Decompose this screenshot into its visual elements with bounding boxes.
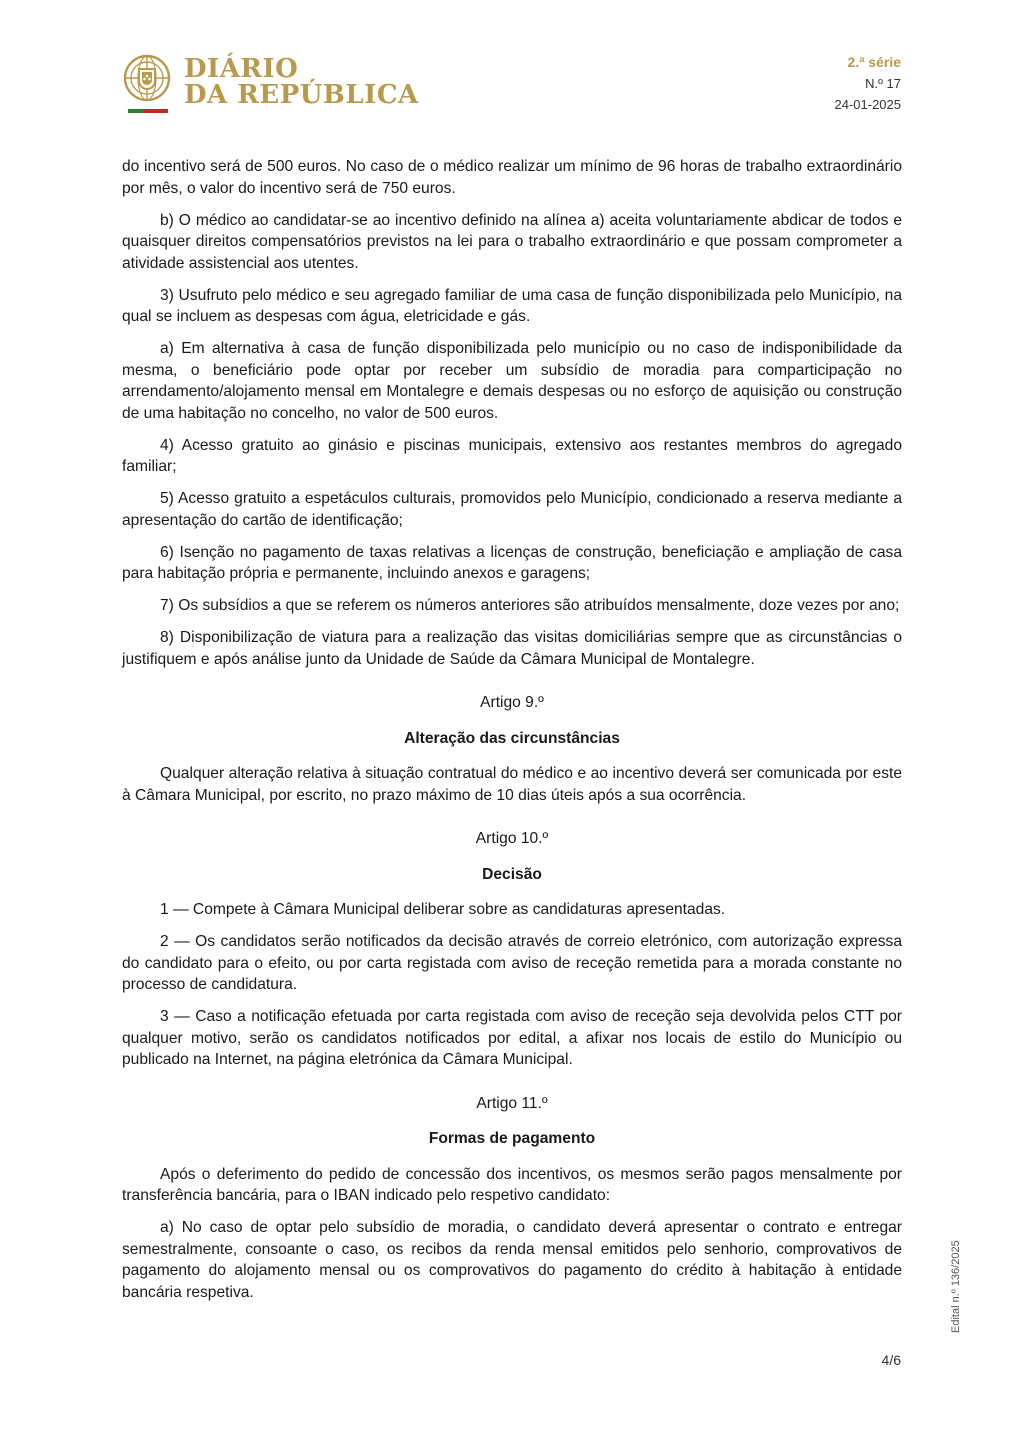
article-11-number: Artigo 11.º: [476, 1094, 548, 1112]
paragraph: 3 — Caso a notificação efetuada por carta registada com aviso de receção seja devolvida pelos CTT por qualquer motivo, serão os candidatos notificados por edital, a afixar nos locais de estilo do Município ou publicado na Internet, na página eletrónica da Câmara Municipal.: [122, 1008, 902, 1068]
document-body: [122, 156, 902, 1314]
paragraph: b) O médico ao candidatar-se ao incentivo definido na alínea a) aceita voluntariamente abdicar de todos e quaisquer direitos compensatórios previstos na lei para o trabalho extraordinário e que possam comprometer a atividade assistencial aos utentes.: [122, 211, 902, 272]
article-11-title: Formas de pagamento: [428, 1130, 596, 1147]
paragraph: 5) Acesso gratuito a espetáculos culturais, promovidos pelo Município, condicionado a reserva mediante a apresentação do cartão de identificação;: [122, 490, 902, 529]
paragraph: Após o deferimento do pedido de concessão dos incentivos, os mesmos serão pagos mensalmente por transferência bancária, para o IBAN indicado pelo respetivo candidato:: [122, 1165, 902, 1204]
issue-info: [835, 52, 902, 115]
issue-date: 24-01-2025: [834, 97, 901, 112]
logo-wordmark: [184, 56, 419, 108]
paragraph: 6) Isenção no pagamento de taxas relativas a licenças de construção, beneficiação e ampliação de casa para habitação própria e permanente, incluindo anexos e garagens;: [122, 543, 902, 582]
coat-of-arms-icon: [122, 54, 172, 106]
paragraph: Qualquer alteração relativa à situação contratual do médico e ao incentivo deverá ser comunicada por este à Câmara Municipal, por escrito, no prazo máximo de 10 dias úteis após a sua ocorrência.: [122, 765, 902, 804]
paragraph: a) Em alternativa à casa de função disponibilizada pelo município ou no caso de indisponibilidade da mesma, o beneficiário pode optar por receber um subsídio de moradia para comparticipação no arrendamento/alojamento mensal em Montalegre e demais despesas ou no esforço de aquisição ou construção de uma habitação no concelho, no valor de 500 euros.: [122, 340, 902, 422]
series-label: 2.ª série: [847, 54, 901, 70]
paragraph: 3) Usufruto pelo médico e seu agregado familiar de uma casa de função disponibilizada pelo Município, na qual se incluem as despesas com água, eletricidade e gás.: [122, 286, 902, 325]
paragraph: do incentivo será de 500 euros. No caso de o médico realizar um mínimo de 96 horas de trabalho extraordinário por mês, o valor do incentivo será de 750 euros.: [122, 158, 902, 197]
paragraph: 8) Disponibilização de viatura para a realização das visitas domiciliárias sempre que as circunstâncias o justifiquem e após análise junto da Unidade de Saúde da Câmara Municipal de Montalegre.: [122, 629, 902, 668]
issue-number: N.º 17: [865, 76, 901, 91]
edital-side-note: Edital n.º 136/2025: [950, 1240, 962, 1333]
paragraph: a) No caso de optar pelo subsídio de moradia, o candidato deverá apresentar o contrato e entregar semestralmente, consoante o caso, os recibos da renda mensal emitidos pelo senhorio, comprovativos de pagamento do alojamento mensal ou os comprovativos do pagamento do crédito à habitação à entidade bancária respetiva.: [122, 1219, 902, 1301]
page-header: [0, 0, 1024, 150]
article-10-title: Decisão: [482, 865, 542, 883]
article-9-number: Artigo 9.º: [480, 694, 544, 711]
paragraph: 2 — Os candidatos serão notificados da decisão através de correio eletrónico, com autorização expressa do candidato para o efeito, ou por carta registada com aviso de receção remetida para a morada constante no processo de candidatura.: [122, 933, 902, 993]
paragraph: 1 — Compete à Câmara Municipal deliberar sobre as candidaturas apresentadas.: [160, 901, 726, 918]
logo-line-2: DA REPÚBLICA: [184, 80, 419, 110]
flag-stripe: [128, 109, 168, 113]
diario-republica-logo: [122, 54, 419, 116]
article-9-title: Alteração das circunstâncias: [404, 729, 620, 747]
page-number: 4/6: [881, 1352, 901, 1368]
logo-line-1: DIÁRIO: [184, 54, 299, 84]
paragraph: 4) Acesso gratuito ao ginásio e piscinas municipais, extensivo aos restantes membros do agregado familiar;: [122, 436, 902, 475]
paragraph: 7) Os subsídios a que se referem os números anteriores são atribuídos mensalmente, doze vezes por ano;: [160, 597, 900, 614]
article-10-number: Artigo 10.º: [475, 830, 549, 847]
